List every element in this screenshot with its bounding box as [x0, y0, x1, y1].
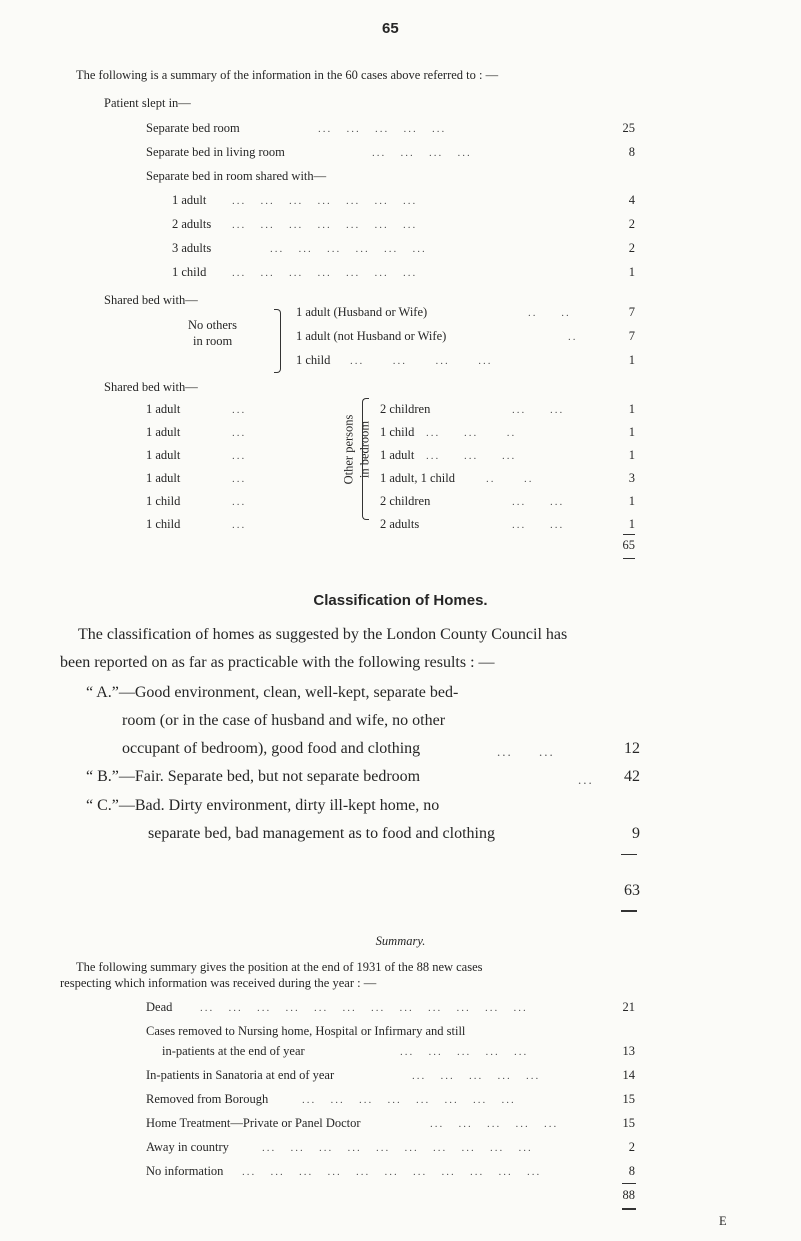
shared-room-row-value: 2 [628, 217, 635, 231]
classification-intro: been reported on as far as practicable with the following results : — [60, 654, 495, 671]
leader-dots: .. .. [528, 307, 571, 319]
shared-room-row-label: 1 child [172, 265, 207, 279]
leader-dots: ... [232, 450, 247, 462]
leader-dots: ... ... ... ... ... ... ... ... ... ... ... ... [200, 1002, 528, 1014]
shared-bed-value: 1 [628, 425, 635, 439]
shared-bed-left: 1 child [146, 517, 181, 531]
leader-dots: ... [232, 496, 247, 508]
summary-row-label: Away in country [146, 1140, 229, 1154]
class-b: “ B.”—Fair. Separate bed, but not separate bedroom [86, 768, 421, 785]
leader-dots: ... ... ... ... ... ... ... [232, 195, 418, 207]
summary-row-value: 15 [622, 1092, 635, 1106]
class-c: separate bed, bad management as to food and clothing [148, 825, 495, 842]
shared-bed-value: 1 [628, 402, 635, 416]
leader-dots: ... ... ... ... ... [412, 1070, 541, 1082]
group-label: No others [188, 318, 237, 332]
shared-bed-left: 1 child [146, 494, 181, 508]
total-rule [623, 558, 635, 559]
page-number: 65 [382, 20, 399, 37]
leader-dots: .. [568, 331, 578, 343]
leader-dots: ... ... ... ... ... ... ... ... ... ... [262, 1142, 533, 1154]
leader-dots: ... ... ... ... ... ... ... [232, 219, 418, 231]
brace [274, 309, 281, 373]
shared-bed-right: 1 child [380, 425, 415, 439]
summary-row-value: 8 [628, 1164, 635, 1178]
summary-row-label: Removed from Borough [146, 1092, 269, 1106]
slept-row-value: 8 [628, 145, 635, 159]
shared-bed-heading: Shared bed with— [104, 293, 198, 307]
slept-row-label: Separate bed in living room [146, 145, 285, 159]
summary-row-value: 13 [622, 1044, 635, 1058]
leader-dots: ... ... ... ... ... [400, 1046, 529, 1058]
slept-shared-room-heading: Separate bed in room shared with— [146, 169, 327, 183]
leader-dots: ... [232, 427, 247, 439]
summary-intro: The following is a summary of the information in the 60 cases above referred to : — [76, 68, 499, 82]
shared-bed-value: 3 [628, 471, 635, 485]
shared-room-row-value: 2 [628, 241, 635, 255]
class-a: occupant of bedroom), good food and clothing [122, 740, 421, 757]
shared-bed-value: 1 [628, 448, 635, 462]
shared-bed-value: 1 [628, 494, 635, 508]
classification-intro: The classification of homes as suggested by the London County Council has [78, 626, 568, 643]
shared-bed-row-label: 1 child [296, 353, 331, 367]
leader-dots: ... ... [512, 519, 565, 531]
summary-row-label: No information [146, 1164, 224, 1178]
class-c-value: 9 [632, 825, 640, 842]
shared-room-row-value: 1 [628, 265, 635, 279]
signature-mark: E [719, 1214, 727, 1228]
shared-bed-row-value: 7 [628, 305, 635, 319]
leader-dots: ... ... ... ... ... [430, 1118, 559, 1130]
leader-dots: ... ... [512, 496, 565, 508]
shared-room-row-label: 3 adults [172, 241, 212, 255]
leader-dots: ... ... ... ... ... [318, 123, 447, 135]
shared-room-row-value: 4 [628, 193, 635, 207]
leader-dots: ... ... ... ... ... ... ... ... [302, 1094, 516, 1106]
leader-dots: ... [232, 404, 247, 416]
leader-dots: ... ... ... ... [372, 147, 472, 159]
total-rule [622, 1183, 636, 1184]
shared-bed-row-label: 1 adult (Husband or Wife) [296, 305, 428, 319]
summary-row-label: In-patients in Sanatoria at end of year [146, 1068, 335, 1082]
leader-dots: ... ... ... ... ... ... ... [232, 267, 418, 279]
total-rule [622, 1208, 636, 1210]
leader-dots: ... ... ... ... [350, 355, 493, 367]
leader-dots: ... ... [497, 744, 555, 759]
shared-bed-left: 1 adult [146, 448, 181, 462]
leader-dots: ... ... ... ... ... ... ... ... ... ... ... [242, 1166, 542, 1178]
shared-bed-value: 1 [628, 517, 635, 531]
summary-row-value: 2 [628, 1140, 635, 1154]
class-a-value: 12 [624, 740, 640, 757]
total-rule [621, 910, 637, 912]
slept-row-value: 25 [622, 121, 635, 135]
summary-row-value: 15 [622, 1116, 635, 1130]
shared-bed-heading: Shared bed with— [104, 380, 198, 394]
brace [362, 398, 369, 520]
class-a: “ A.”—Good environment, clean, well-kept, separate bed- [86, 684, 459, 701]
leader-dots: ... ... .. [426, 427, 517, 439]
summary-row-value: 14 [622, 1068, 635, 1082]
classification-title: Classification of Homes. [313, 592, 488, 609]
summary-row-label: in-patients at the end of year [162, 1044, 305, 1058]
shared-bed-row-value: 7 [628, 329, 635, 343]
shared-bed-left: 1 adult [146, 471, 181, 485]
leader-dots: ... [232, 473, 247, 485]
vertical-label: Other persons [341, 414, 356, 485]
leader-dots: ... ... ... [426, 450, 517, 462]
class-c: “ C.”—Bad. Dirty environment, dirty ill-kept home, no [86, 797, 440, 814]
summary-row-label: Home Treatment—Private or Panel Doctor [146, 1116, 361, 1130]
summary-row-value: 21 [622, 1000, 635, 1014]
leader-dots: .. .. [486, 473, 534, 485]
slept-row-label: Separate bed room [146, 121, 240, 135]
shared-bed-right: 2 children [380, 494, 431, 508]
total-rule [623, 534, 635, 535]
shared-room-row-label: 2 adults [172, 217, 212, 231]
shared-bed-right: 1 adult, 1 child [380, 471, 455, 485]
shared-bed-right: 1 adult [380, 448, 415, 462]
shared-bed-total: 65 [622, 538, 635, 552]
summary-row-label: Cases removed to Nursing home, Hospital or Infirmary and still [146, 1024, 466, 1038]
summary-total: 88 [622, 1188, 635, 1202]
group-label: in room [193, 334, 233, 348]
shared-bed-right: 2 adults [380, 517, 420, 531]
class-a: room (or in the case of husband and wife, no other [122, 712, 446, 729]
shared-room-row-label: 1 adult [172, 193, 207, 207]
summary-intro: respecting which information was received during the year : — [60, 976, 377, 990]
classification-total: 63 [624, 882, 640, 899]
summary-intro: The following summary gives the position at the end of 1931 of the 88 new cases [76, 960, 483, 974]
leader-dots: ... ... ... ... ... ... [270, 243, 427, 255]
vertical-label: in bedroom [357, 420, 372, 479]
shared-bed-left: 1 adult [146, 425, 181, 439]
leader-dots: ... ... [512, 404, 565, 416]
shared-bed-row-label: 1 adult (not Husband or Wife) [296, 329, 447, 343]
total-rule [621, 854, 637, 855]
shared-bed-row-value: 1 [628, 353, 635, 367]
shared-bed-left: 1 adult [146, 402, 181, 416]
leader-dots: ... [232, 519, 247, 531]
shared-bed-right: 2 children [380, 402, 431, 416]
leader-dots: ... [578, 772, 594, 787]
summary-row-label: Dead [146, 1000, 173, 1014]
class-b-value: 42 [624, 768, 640, 785]
summary-title: Summary. [375, 934, 426, 948]
slept-heading: Patient slept in— [104, 96, 191, 110]
